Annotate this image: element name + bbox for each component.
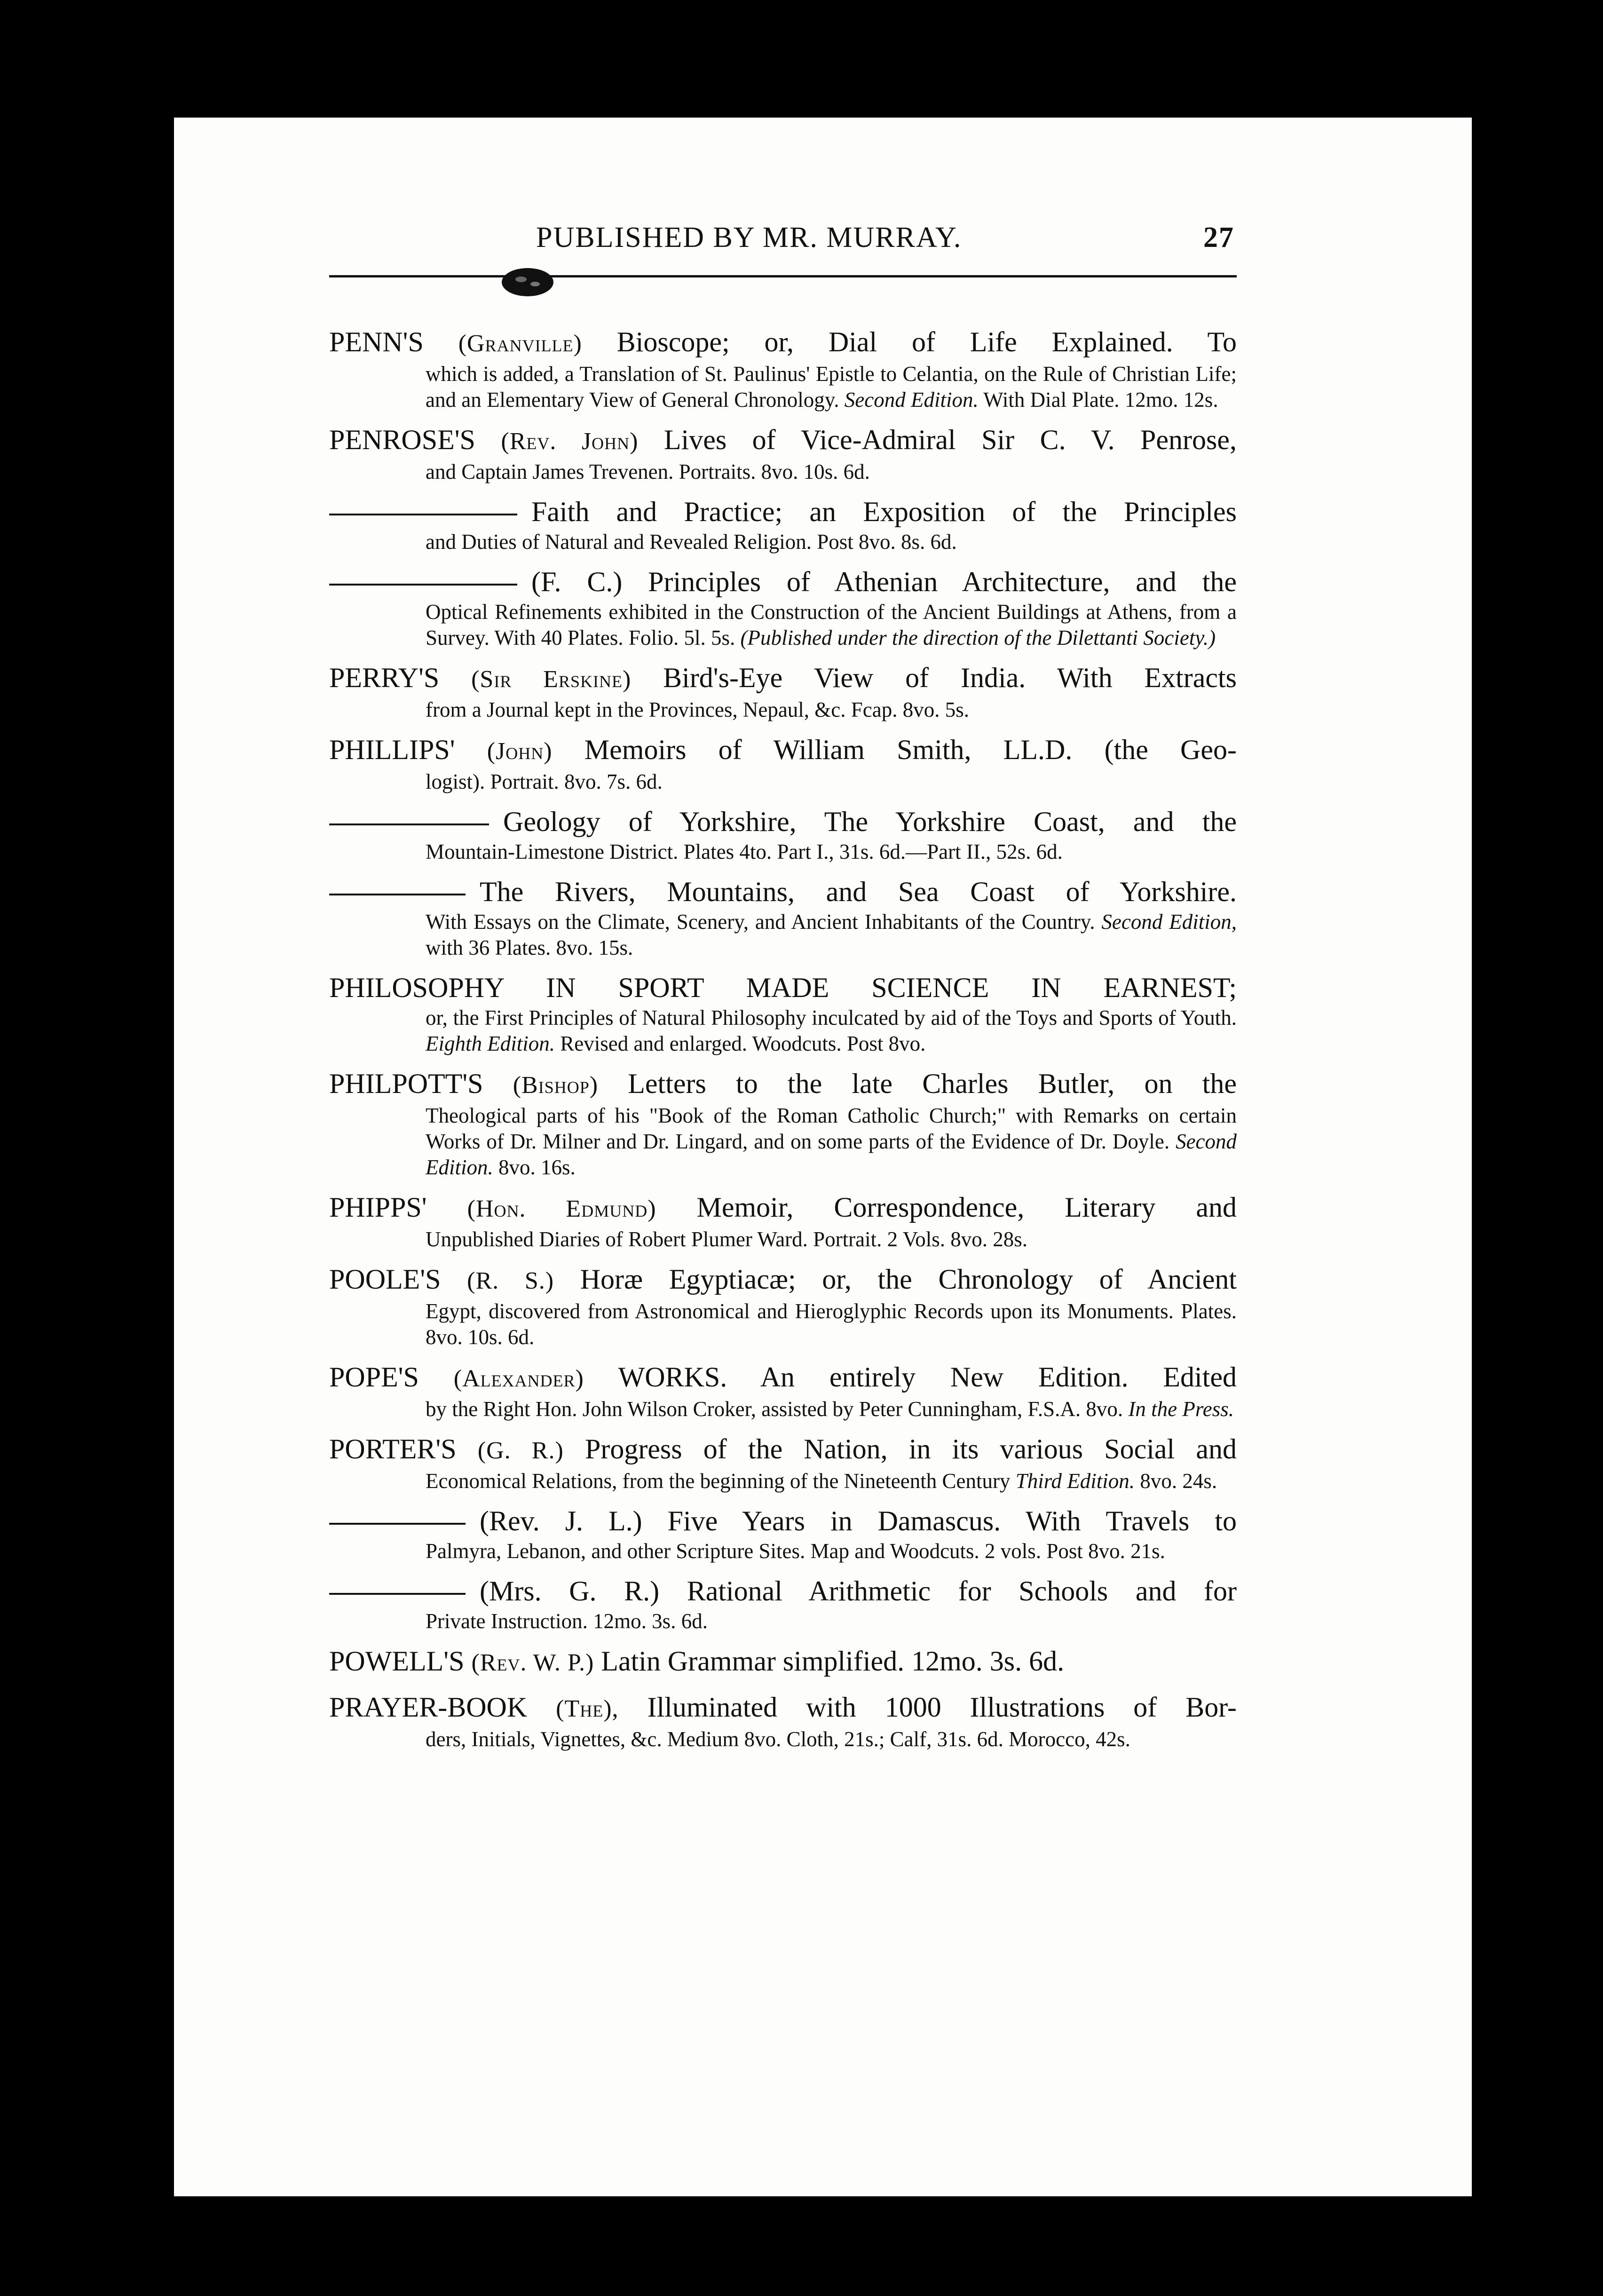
entry-author: PHILPOTT'S [329, 1068, 483, 1099]
entry-heading [329, 494, 1237, 529]
entry-description-text: which is added, a Translation of St. Paulinus' Epistle to Celantia, on the Rule of Christian Life; and an Elementary View of General Chronology. [426, 362, 1237, 412]
catalogue-entry [329, 970, 1237, 1057]
catalogue-entry [329, 1574, 1237, 1634]
ditto-dash [329, 1593, 466, 1595]
entry-author: POPE'S [329, 1362, 419, 1393]
ditto-dash [329, 1523, 466, 1525]
ditto-dash [329, 894, 466, 895]
entry-author-qualifier: (The), [556, 1695, 619, 1722]
entry-author-qualifier: (R. S.) [467, 1267, 554, 1294]
entry-description [426, 529, 1237, 555]
entry-description-text: Optical Refinements exhibited in the Construction of the Ancient Buildings at Athens, from a Survey. With 40 Plates. Folio. 5l. 5s. [426, 600, 1237, 649]
entry-edition-note: Third Edition. [1015, 1469, 1135, 1493]
entry-author-qualifier: (Rev. W. P.) [471, 1649, 594, 1676]
entry-format-price: 8vo. 24s. [1140, 1469, 1217, 1493]
entry-description-text: and Duties of Natural and Revealed Religion. Post 8vo. 8s. 6d. [426, 530, 957, 554]
entry-description-text: Palmyra, Lebanon, and other Scripture Sites. Map and Woodcuts. 2 vols. Post 8vo. 21s. [426, 1539, 1165, 1563]
entry-edition-note: Second Edition. [426, 1130, 1237, 1179]
ditto-dash [329, 584, 517, 586]
entry-heading [329, 1190, 1237, 1227]
entry-description [426, 1538, 1237, 1564]
entry-heading [329, 970, 1237, 1005]
entry-description-text: logist). Portrait. 8vo. 7s. 6d. [426, 770, 663, 793]
entry-description-text: by the Right Hon. John Wilson Croker, assisted by Peter Cunningham, F.S.A. 8vo. [426, 1397, 1123, 1421]
entry-title: (F. C.) Principles of Athenian Architecture, and the [531, 566, 1237, 597]
entry-heading [329, 1504, 1237, 1538]
entry-heading [329, 325, 1237, 361]
entry-description [426, 599, 1237, 651]
entry-title: Bioscope; or, Dial of Life Explained. To [616, 326, 1237, 357]
entry-author: POWELL'S [329, 1646, 465, 1677]
entry-author-qualifier: (Sir Erskine) [471, 666, 632, 693]
entry-heading [329, 1690, 1237, 1726]
header-rule [329, 275, 1237, 277]
entry-description-text: Unpublished Diaries of Robert Plumer Ward. Portrait. 2 Vols. 8vo. 28s. [426, 1227, 1028, 1251]
running-head [536, 221, 1234, 259]
entry-author: PHILLIPS' [329, 734, 455, 765]
entry-title: Illuminated with 1000 Illustrations of Bor- [647, 1692, 1237, 1723]
entry-title: Lives of Vice-Admiral Sir C. V. Penrose, [663, 424, 1237, 455]
entry-description [426, 1298, 1237, 1350]
entry-description [426, 1005, 1237, 1057]
catalogue-entries [329, 325, 1237, 1762]
ditto-dash [329, 823, 489, 825]
entry-title: Memoirs of William Smith, LL.D. (the Geo- [584, 734, 1237, 765]
entry-author-qualifier: (Bishop) [513, 1072, 599, 1099]
running-head-title: PUBLISHED BY MR. MURRAY. [536, 222, 962, 253]
entry-description [426, 839, 1237, 865]
entry-heading [329, 1574, 1237, 1608]
catalogue-entry [329, 1504, 1237, 1564]
catalogue-entry [329, 1360, 1237, 1422]
entry-description-text: Mountain-Limestone District. Plates 4to. Part I., 31s. 6d.—Part II., 52s. 6d. [426, 840, 1063, 863]
entry-title: Bird's-Eye View of India. With Extracts [663, 662, 1237, 693]
entry-description [426, 1726, 1237, 1752]
catalogue-entry [329, 494, 1237, 555]
entry-format-price: 8vo. 16s. [498, 1156, 576, 1179]
catalogue-entry [329, 660, 1237, 723]
entry-description-text: or, the First Principles of Natural Philosophy inculcated by aid of the Toys and Sports of Youth. [426, 1006, 1237, 1029]
entry-author: PENN'S [329, 326, 424, 357]
entry-author: PHIPPS' [329, 1192, 427, 1223]
entry-title: Progress of the Nation, in its various Social and [584, 1433, 1237, 1465]
catalogue-entry [329, 422, 1237, 485]
entry-description-text: With Essays on the Climate, Scenery, and Ancient Inhabitants of the Country. [426, 910, 1095, 934]
entry-heading [329, 1644, 1237, 1680]
catalogue-entry [329, 732, 1237, 795]
catalogue-entry [329, 804, 1237, 865]
catalogue-entry [329, 564, 1237, 651]
entry-edition-note: Eighth Edition. [426, 1032, 555, 1055]
catalogue-entry [329, 325, 1237, 413]
entry-heading [329, 804, 1237, 839]
entry-description [426, 459, 1237, 485]
entry-title: WORKS. An entirely New Edition. Edited [618, 1362, 1237, 1393]
entry-author-qualifier: (Granville) [458, 330, 582, 357]
entry-heading [329, 422, 1237, 459]
entry-heading [329, 1066, 1237, 1103]
entry-author: PHILOSOPHY IN SPORT MADE SCIENCE IN EARNEST; [329, 972, 1237, 1003]
entry-heading [329, 660, 1237, 697]
entry-title: The Rivers, Mountains, and Sea Coast of Yorkshire. [480, 876, 1237, 907]
entry-description [426, 769, 1237, 795]
catalogue-entry [329, 1432, 1237, 1494]
entry-edition-note: Second Edition. [844, 388, 979, 412]
entry-author-qualifier: (Hon. Edmund) [467, 1196, 656, 1222]
entry-format-price: with 36 Plates. 8vo. 15s. [426, 936, 633, 959]
entry-description [426, 361, 1237, 413]
catalogue-entry [329, 1190, 1237, 1252]
entry-author: PENROSE'S [329, 424, 475, 455]
entry-format-price: Revised and enlarged. Woodcuts. Post 8vo. [560, 1032, 926, 1055]
entry-title: (Mrs. G. R.) Rational Arithmetic for Schools and for [480, 1576, 1237, 1607]
entry-description-text: Economical Relations, from the beginning of the Nineteenth Century [426, 1469, 1011, 1493]
page-number: 27 [1203, 222, 1234, 253]
entry-title: Letters to the late Charles Butler, on the [628, 1068, 1237, 1099]
entry-description-text: Egypt, discovered from Astronomical and Hieroglyphic Records upon its Monuments. Plates. 8vo. 10s. 6d. [426, 1299, 1237, 1349]
entry-heading [329, 874, 1237, 909]
entry-description-text: ders, Initials, Vignettes, &c. Medium 8vo. Cloth, 21s.; Calf, 31s. 6d. Morocco, 42s. [426, 1727, 1130, 1751]
entry-description [426, 1468, 1237, 1494]
entry-format-price: With Dial Plate. 12mo. 12s. [983, 388, 1218, 412]
entry-author-qualifier: (G. R.) [477, 1437, 564, 1464]
catalogue-entry [329, 1066, 1237, 1180]
entry-author-qualifier: (Alexander) [453, 1365, 584, 1392]
entry-description-text: Private Instruction. 12mo. 3s. 6d. [426, 1609, 708, 1633]
entry-heading [329, 1432, 1237, 1468]
catalogue-entry [329, 1644, 1237, 1680]
entry-author: PORTER'S [329, 1433, 457, 1465]
ornament-icon [498, 262, 557, 300]
catalogue-entry [329, 1690, 1237, 1752]
entry-heading [329, 1262, 1237, 1298]
entry-description [426, 1396, 1237, 1422]
entry-description-text: and Captain James Trevenen. Portraits. 8vo. 10s. 6d. [426, 460, 870, 483]
ditto-dash [329, 514, 517, 515]
entry-author: POOLE'S [329, 1264, 441, 1295]
entry-edition-note: In the Press. [1128, 1397, 1234, 1421]
entry-description-text: Theological parts of his "Book of the Roman Catholic Church;" with Remarks on certain Works of Dr. Milner and Dr. Lingard, and on some parts of the Evidence of Dr. Doyle. [426, 1104, 1237, 1153]
entry-title: (Rev. J. L.) Five Years in Damascus. With Travels to [480, 1505, 1237, 1536]
entry-title: Latin Grammar simplified. 12mo. 3s. 6d. [601, 1646, 1065, 1677]
entry-author: PRAYER-BOOK [329, 1692, 528, 1723]
entry-description [426, 697, 1237, 723]
entry-author-qualifier: (John) [487, 738, 553, 765]
entry-description [426, 1608, 1237, 1634]
entry-title: Memoir, Correspondence, Literary and [696, 1192, 1237, 1223]
entry-description-text: from a Journal kept in the Provinces, Nepaul, &c. Fcap. 8vo. 5s. [426, 698, 970, 721]
entry-description [426, 1227, 1237, 1252]
catalogue-entry [329, 874, 1237, 961]
entry-title: Faith and Practice; an Exposition of the Principles [531, 496, 1237, 527]
entry-title: Horæ Egyptiacæ; or, the Chronology of Ancient [580, 1264, 1237, 1295]
entry-author-qualifier: (Rev. John) [501, 428, 639, 455]
entry-edition-note: Second Edition, [1101, 910, 1237, 934]
entry-edition-note: (Published under the direction of the Dilettanti Society.) [740, 626, 1216, 649]
entry-heading [329, 732, 1237, 769]
entry-description [426, 909, 1237, 961]
entry-title: Geology of Yorkshire, The Yorkshire Coast, and the [503, 806, 1237, 837]
catalogue-entry [329, 1262, 1237, 1350]
entry-author: PERRY'S [329, 662, 440, 693]
entry-heading [329, 564, 1237, 599]
entry-description [426, 1103, 1237, 1180]
entry-heading [329, 1360, 1237, 1396]
